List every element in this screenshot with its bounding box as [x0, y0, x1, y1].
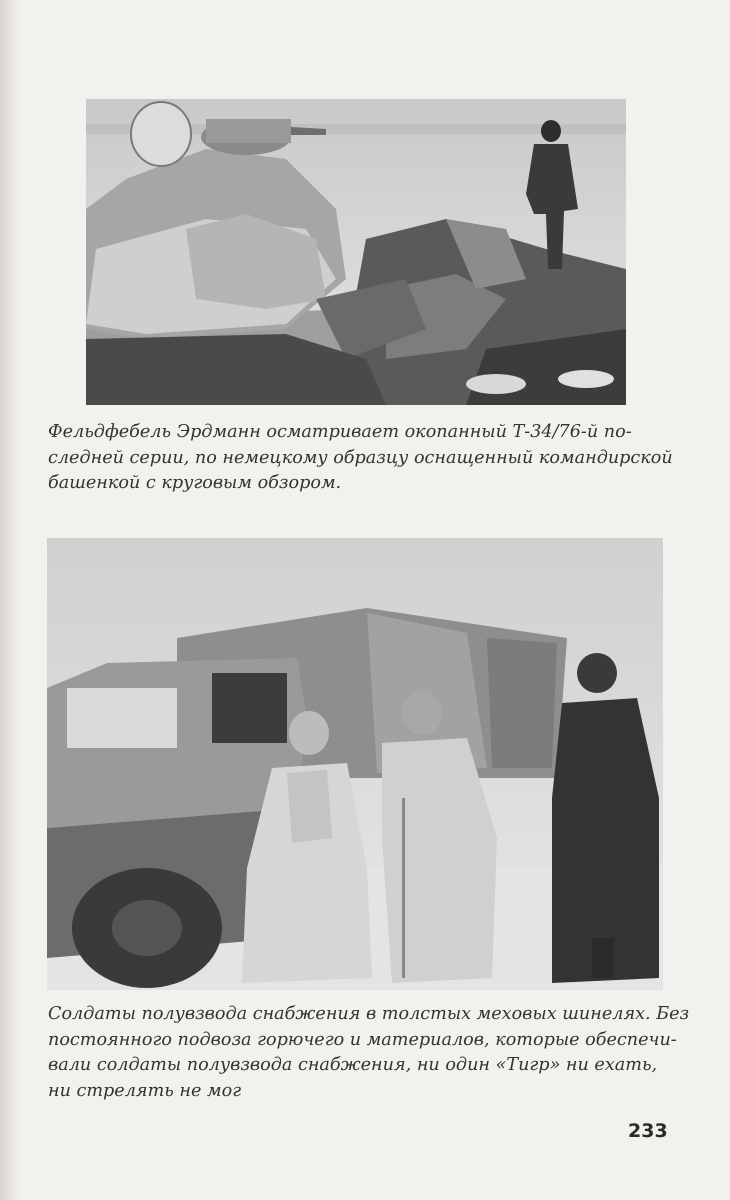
caption-line: ни стрелять не мог: [48, 1080, 242, 1101]
caption-line: следней серии, по немецкому образцу оснащенный командирской: [48, 447, 673, 468]
tank-photo: [86, 99, 626, 405]
caption-line: Фельдфебель Эрдманн осматривает окопанный Т-34/76-й по-: [48, 422, 632, 442]
tank-photo-caption: [48, 420, 673, 497]
supply-soldiers-caption: [48, 1002, 690, 1104]
caption-line: вали солдаты полувзвода снабжения, ни один «Тигр» ни ехать,: [48, 1055, 658, 1075]
supply-soldiers-photo-image: [47, 538, 663, 990]
caption-line: башенкой с круговым обзором.: [48, 473, 342, 493]
caption-line: постоянного подвоза горючего и материалов, которые обеспечи-: [48, 1029, 677, 1050]
supply-soldiers-photo: [47, 538, 663, 990]
page-binding-shadow: [0, 0, 22, 1200]
tank-photo-image: [86, 99, 626, 405]
caption-line: Солдаты полувзвода снабжения в толстых меховых шинелях. Без: [48, 1004, 690, 1024]
page-number: 233: [628, 1120, 668, 1142]
